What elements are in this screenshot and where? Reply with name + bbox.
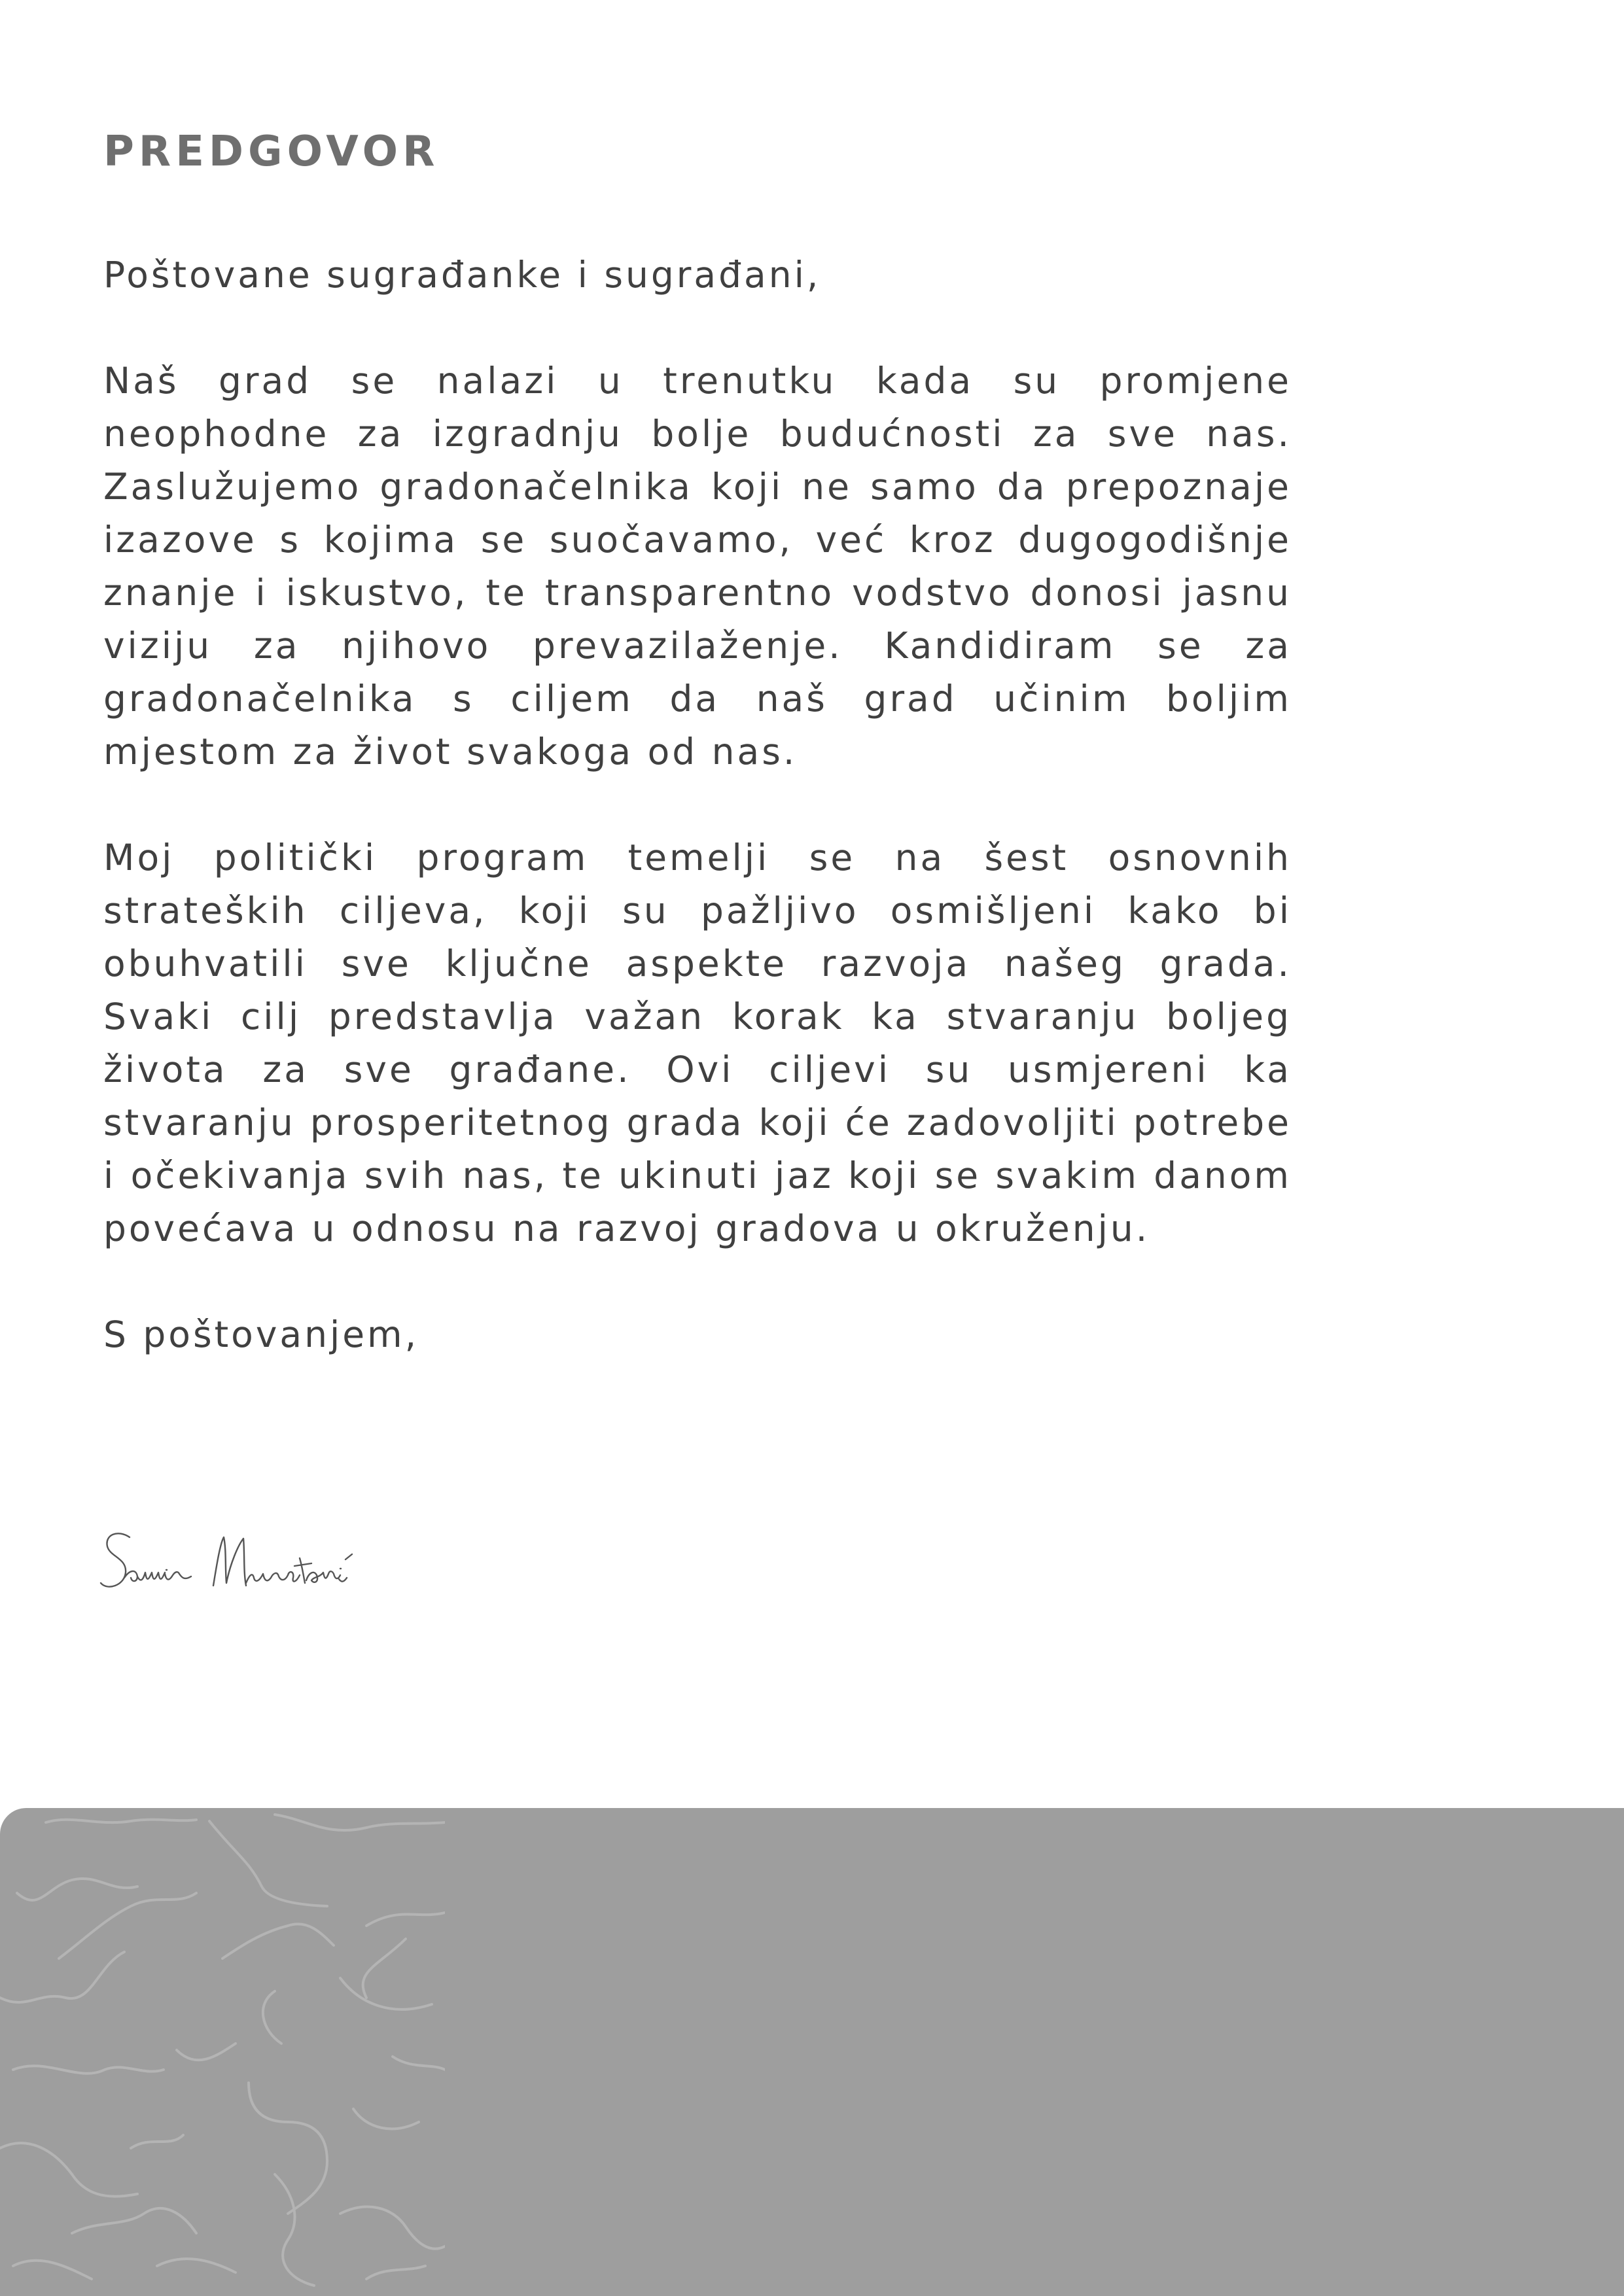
closing-line: S poštovanjem, <box>103 1313 419 1355</box>
decorative-pattern <box>0 1808 445 2296</box>
footer-band <box>0 1808 1624 2296</box>
greeting-line: Poštovane sugrađanke i sugrađani, <box>103 254 821 296</box>
handwritten-signature <box>98 1518 438 1609</box>
page-title: PREDGOVOR <box>103 128 440 176</box>
body-paragraph-2: Moj politički program temelji se na šest osnovnih strateških ciljeva, koji su pažljivo osmišljeni kako bi obuhvatili sve ključne aspekte razvoja našeg grada. Svaki cilj predstavlja važan korak ka stvaranju boljeg života za sve građane. Ovi ciljevi su usmjereni ka stvaranju prosperitetnog grada koji će zadovoljiti potrebe i očekivanja svih nas, te ukinuti jaz koji se svakim danom povećava u odnosu na razvoj gradova u okruženju. <box>103 837 1292 1249</box>
preface-content <box>103 128 1292 1361</box>
body-paragraph-1: Naš grad se nalazi u trenutku kada su promjene neophodne za izgradnju bolje budućnosti za sve nas. Zaslužujemo gradonačelnika koji ne samo da prepoznaje izazove s kojima se suočavamo, već kroz dugogodišnje znanje i iskustvo, te transparentno vodstvo donosi jasnu viziju za njihovo prevazilaženje. Kandidiram se za gradonačelnika s ciljem da naš grad učinim boljim mjestom za život svakoga od nas. <box>103 360 1292 773</box>
